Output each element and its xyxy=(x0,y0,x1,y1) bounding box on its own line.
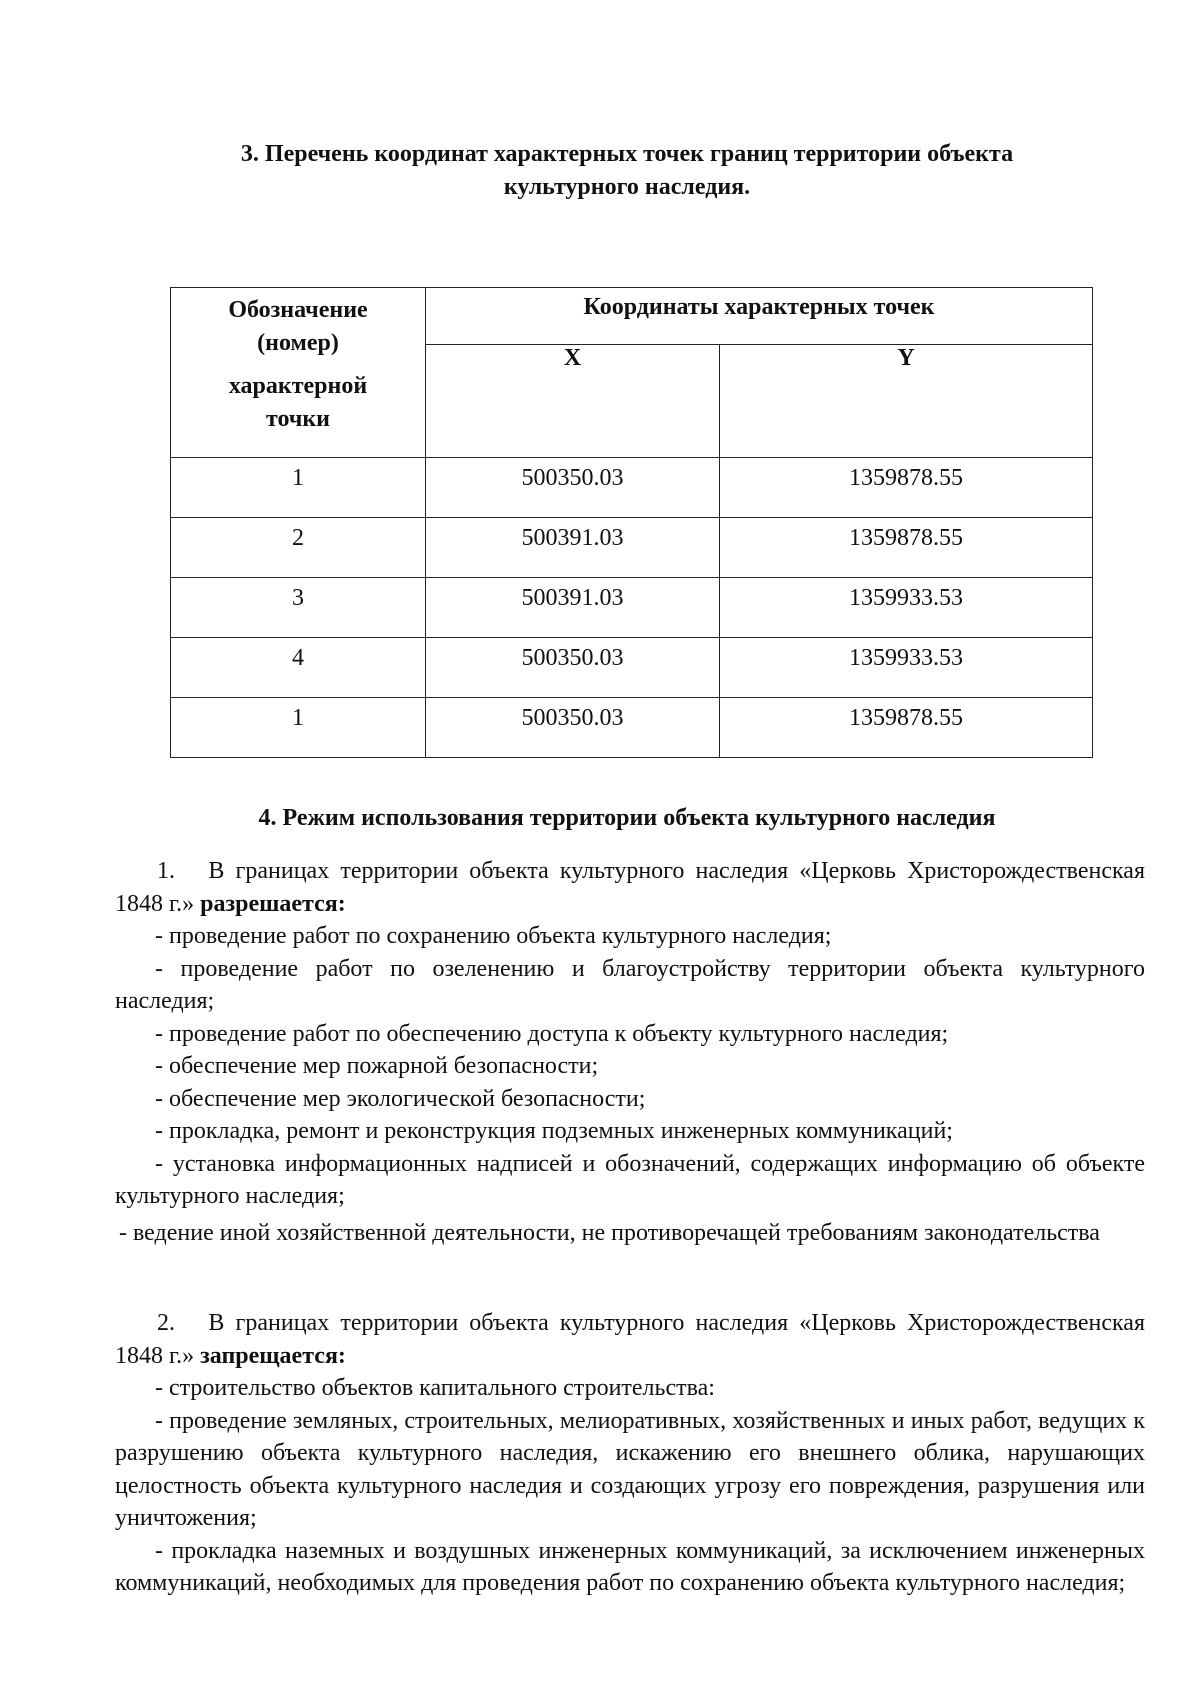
allowed-keyword: разрешается: xyxy=(200,890,346,917)
list-item: - проведение работ по сохранению объекта культурного наследия; xyxy=(155,923,832,949)
cell-x: 500391.03 xyxy=(426,578,720,638)
cell-x: 500391.03 xyxy=(426,518,720,578)
section-3-heading xyxy=(110,138,1144,204)
cell-point: 2 xyxy=(171,518,426,578)
forbidden-keyword: запрещается: xyxy=(200,1342,346,1369)
cell-y: 1359933.53 xyxy=(720,638,1093,698)
cell-y: 1359878.55 xyxy=(720,698,1093,758)
cell-y: 1359878.55 xyxy=(720,458,1093,518)
cell-y: 1359878.55 xyxy=(720,518,1093,578)
list-item: - обеспечение мер пожарной безопасности; xyxy=(155,1053,599,1079)
cell-point: 1 xyxy=(171,698,426,758)
list-item: - проведение работ по озеленению и благоустройству территории объекта культурного наследия; xyxy=(115,955,1145,1014)
list-item: - ведение иной хозяйственной деятельности, не противоречащей требованиям законодательства xyxy=(119,1219,1100,1246)
paragraph-2-intro: 2. В границах территории объекта культурного наследия «Церковь Христорождественская 1848 г.» запрещается: xyxy=(115,1310,1145,1369)
coordinates-table xyxy=(170,287,1093,758)
cell-x: 500350.03 xyxy=(426,458,720,518)
cell-point: 4 xyxy=(171,638,426,698)
table-row xyxy=(171,518,1093,578)
cell-point: 1 xyxy=(171,458,426,518)
table-row xyxy=(171,578,1093,638)
cell-y: 1359933.53 xyxy=(720,578,1093,638)
table-row xyxy=(171,458,1093,518)
header-coordinates: Координаты характерных точек xyxy=(426,288,1093,345)
list-item: - проведение земляных, строительных, мелиоративных, хозяйственных и иных работ, ведущих к разрушению объекта культурного наследия, искажению его внешнего облика, нарушающих целостность объекта культурного наследия и создающих угрозу его повреждения, разрушения или уничтожения; xyxy=(115,1407,1145,1531)
table-row xyxy=(171,638,1093,698)
list-item: - прокладка, ремонт и реконструкция подземных инженерных коммуникаций; xyxy=(155,1118,953,1144)
header-designation: Обозначение (номер) характерной точки xyxy=(171,288,426,458)
list-item: - установка информационных надписей и обозначений, содержащих информацию об объекте культурного наследия; xyxy=(115,1150,1145,1209)
cell-x: 500350.03 xyxy=(426,698,720,758)
list-item: - прокладка наземных и воздушных инженерных коммуникаций, за исключением инженерных коммуникаций, необходимых для проведения работ по сохранению объекта культурного наследия; xyxy=(115,1537,1145,1596)
forbidden-block xyxy=(115,1307,1145,1600)
list-item: - обеспечение мер экологической безопасности; xyxy=(155,1085,646,1112)
table-row xyxy=(171,698,1093,758)
list-item: - проведение работ по обеспечению доступа к объекту культурного наследия; xyxy=(155,1020,949,1047)
section-3-heading-line-1: 3. Перечень координат характерных точек границ территории объекта xyxy=(240,141,1014,167)
list-item: - строительство объектов капитального строительства: xyxy=(155,1375,715,1401)
header-x: X xyxy=(426,345,720,458)
table-header-row xyxy=(171,288,1093,345)
paragraph-1-intro: 1. В границах территории объекта культурного наследия «Церковь Христорождественская 1848 г.» разрешается: xyxy=(115,858,1145,917)
header-y: Y xyxy=(720,345,1093,458)
cell-point: 3 xyxy=(171,578,426,638)
section-3-heading-line-2: культурного наследия. xyxy=(503,174,751,200)
allowed-block xyxy=(115,855,1145,1249)
cell-x: 500350.03 xyxy=(426,638,720,698)
section-4-heading: 4. Режим использования территории объекта культурного наследия xyxy=(258,805,996,831)
